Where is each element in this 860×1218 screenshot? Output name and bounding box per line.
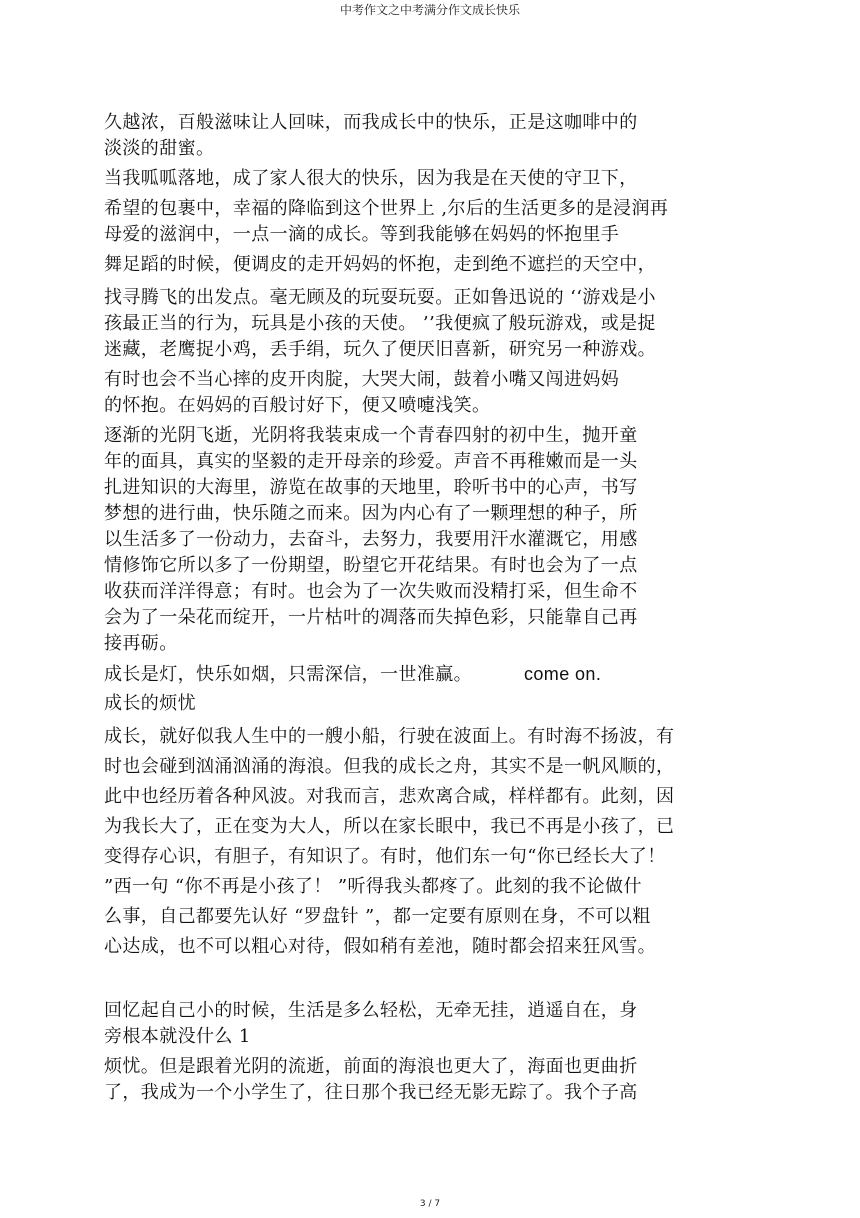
body-line: ”西一句 “你不再是小孩了！ ”听得我头都疼了。此刻的我不论做什 <box>104 876 642 897</box>
body-line: 有时也会不当心摔的皮开肉腚，大哭大闹，鼓着小嘴又闯进妈妈 <box>104 369 620 390</box>
body-line: 接再砺。 <box>104 633 178 654</box>
essay-body <box>104 110 744 1106</box>
body-line: 为我长大了，正在变为大人，所以在家长眼中，我已不再是小孩了，已 <box>104 816 675 837</box>
body-line: 当我呱呱落地，成了家人很大的快乐，因为我是在天使的守卫下， <box>104 168 638 189</box>
body-line: 久越浓，百般滋味让人回味，而我成长中的快乐，正是这咖啡中的 <box>104 112 638 133</box>
body-line: 舞足蹈的时候，便调皮的走开妈妈的怀抱，走到绝不遮拦的天空中， <box>104 254 656 275</box>
body-line: 了，我成为一个小学生了，往日那个我已经无影无踪了。我个子高 <box>104 1082 638 1103</box>
body-line: 会为了一朵花而绽开，一片枯叶的凋落而失掉色彩，只能靠自己再 <box>104 607 638 628</box>
body-line: 以生活多了一份动力，去奋斗，去努力，我要用汗水灌溉它，用感 <box>104 529 638 550</box>
body-line: 时也会碰到汹涌汹涌的海浪。但我的成长之舟，其实不是一帆风顺的， <box>104 756 675 777</box>
body-line: 逐渐的光阴飞逝，光阴将我装束成一个青春四射的初中生，抛开童 <box>104 425 638 446</box>
body-line: 梦想的进行曲，快乐随之而来。因为内心有了一颗理想的种子，所 <box>104 503 638 524</box>
body-line: 收获而洋洋得意；有时。也会为了一次失败而没精打采，但生命不 <box>104 581 638 602</box>
body-line: 迷藏，老鹰捉小鸡，丢手绢，玩久了便厌旧喜新，研究另一种游戏。 <box>104 339 656 360</box>
body-line: 旁根本就没什么 1 <box>104 1026 251 1047</box>
body-line: 回忆起自己小的时候，生活是多么轻松，无牵无挂，逍遥自在，身 <box>104 1000 638 1021</box>
body-line: 心达成，也不可以粗心对待，假如稍有差池，随时都会招来狂风雪。 <box>104 936 656 957</box>
body-line: 淡淡的甜蜜。 <box>104 138 215 159</box>
body-line: 烦忧。但是跟着光阴的流逝，前面的海浪也更大了，海面也更曲折 <box>104 1056 638 1077</box>
page-number: 3 / 7 <box>419 1199 441 1209</box>
body-line: 变得存心识，有胆子，有知识了。有时，他们东一句“你已经长大了！ <box>104 846 666 867</box>
body-line: 找寻腾飞的出发点。毫无顾及的玩耍玩耍。正如鲁迅说的 ‘‘游戏是小 <box>104 287 656 308</box>
body-line: 此中也经历着各种风波。对我而言，悲欢离合咸，样样都有。此刻，因 <box>104 786 675 807</box>
body-line: 么事，自己都要先认好 “罗盘针 ”，都一定要有原则在身，不可以粗 <box>104 906 651 927</box>
body-line: 成长，就好似我人生中的一艘小船，行驶在波面上。有时海不扬波，有 <box>104 726 675 747</box>
section-heading: 成长的烦忧 <box>104 693 196 714</box>
page-header: 中考作文之中考满分作文成长快乐 <box>339 3 520 17</box>
body-line: 扎进知识的大海里，游览在故事的天地里，聆听书中的心声，书写 <box>104 477 638 498</box>
body-line: 孩最正当的行为，玩具是小孩的天使。 ’’我便疯了般玩游戏，或是捉 <box>104 313 656 334</box>
body-line-text: 成长是灯，快乐如烟，只需深信，一世准赢。 <box>104 664 472 685</box>
body-line: 的怀抱。在妈妈的百般讨好下，便又喷嚏浅笑。 <box>104 395 491 416</box>
body-line-with-latin <box>104 661 744 687</box>
body-line: 年的面具，真实的坚毅的走开母亲的珍爱。声音不再稚嫩而是一头 <box>104 451 638 472</box>
body-line: 希望的包裹中，幸福的降临到这个世界上 ,尔后的生活更多的是浸润再 <box>104 198 669 219</box>
inline-latin-text: come on. <box>524 664 602 684</box>
body-line: 母爱的滋润中，一点一滴的成长。等到我能够在妈妈的怀抱里手 <box>104 224 620 245</box>
body-line: 情修饰它所以多了一份期望，盼望它开花结果。有时也会为了一点 <box>104 555 638 576</box>
